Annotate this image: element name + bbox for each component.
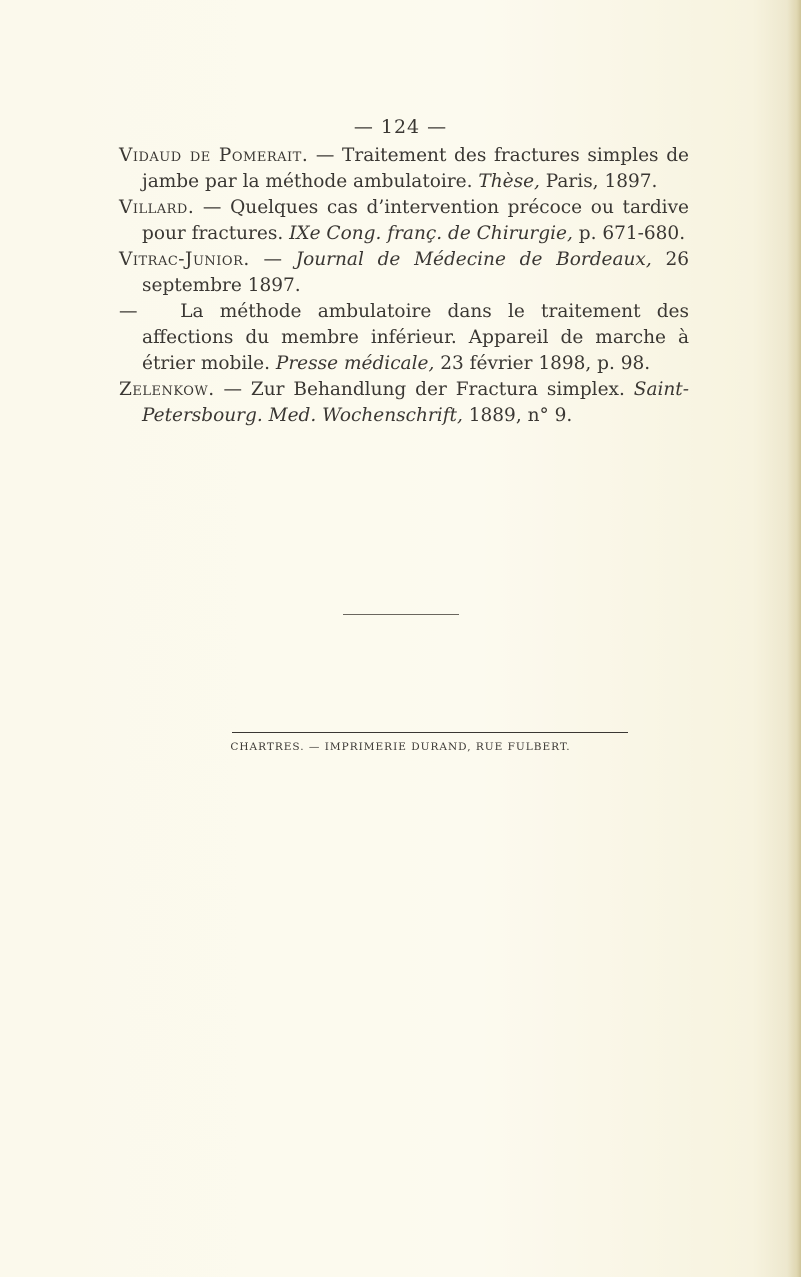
entry-details: 23 février 1898, p. 98. — [434, 353, 651, 374]
entry-text: — Zur Behandlung der Fractura simplex. — [214, 379, 634, 400]
entry-author: Villard. — [119, 197, 195, 218]
page-edge-shadow — [787, 0, 801, 1277]
ditto-dash: — — [119, 301, 138, 322]
entry-text: — — [249, 249, 296, 270]
entry-source: Saint-Petersbourg. Med. Wochenschrift, — [142, 379, 689, 426]
section-divider — [343, 614, 459, 615]
page-number: — 124 — — [353, 116, 448, 138]
bibliography-entry — [119, 247, 689, 299]
entry-details: p. 671-680. — [572, 223, 686, 244]
entry-text: La méthode ambulatoire dans le traitement des affections du membre inférieur. Appareil de marche à étrier mobile. — [142, 301, 689, 374]
entry-source: IXe Cong. franç. de Chirurgie, — [289, 223, 573, 244]
entry-details: 1889, n° 9. — [462, 405, 573, 426]
bibliography-list — [119, 143, 689, 429]
imprint-rule — [232, 732, 628, 733]
entry-author: Vidaud de Pomerait. — [119, 145, 309, 166]
entry-details: 26 septembre 1897. — [142, 249, 690, 296]
entry-details: Paris, 1897. — [539, 171, 658, 192]
bibliography-entry — [119, 143, 689, 195]
entry-author: Zelenkow. — [119, 379, 215, 400]
bibliography-entry — [119, 299, 689, 377]
entry-author: Vitrac-Junior. — [119, 249, 250, 270]
entry-source: Thèse, — [478, 171, 540, 192]
entry-text: — Traitement des fractures simples de jambe par la méthode ambulatoire. — [142, 145, 689, 192]
entry-source: Presse médicale, — [275, 353, 435, 374]
bibliography-entry — [119, 195, 689, 247]
bibliography-entry — [119, 377, 689, 429]
entry-text: — Quelques cas d’intervention précoce ou tardive pour fractures. — [142, 197, 689, 244]
printer-imprint: CHARTRES. — IMPRIMERIE DURAND, RUE FULBERT. — [230, 741, 571, 753]
entry-source: Journal de Médecine de Bordeaux, — [295, 249, 652, 270]
